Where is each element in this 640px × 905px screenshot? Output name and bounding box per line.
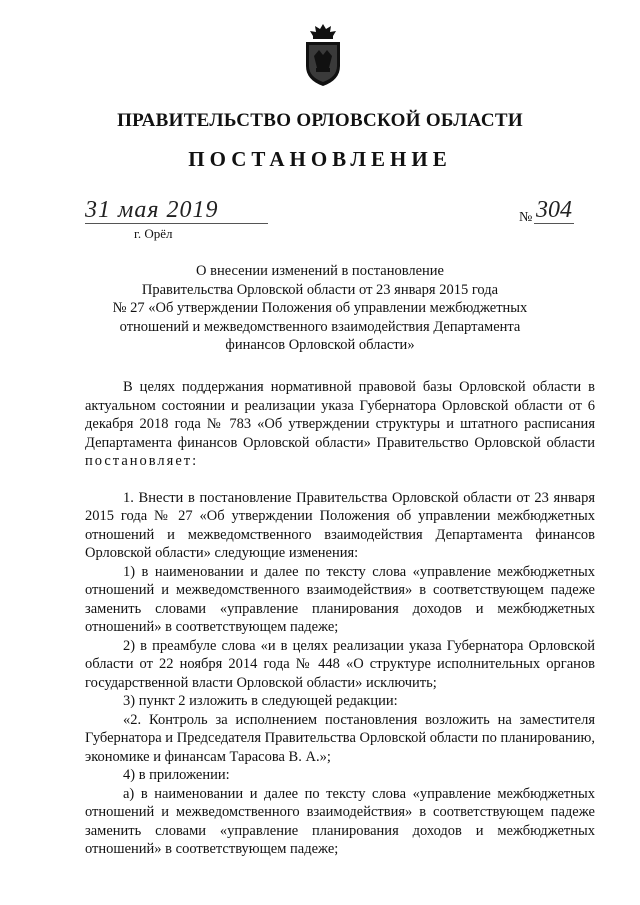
number-underline	[534, 223, 574, 224]
list-item: 1. Внести в постановление Правительства Орловской области от 23 января 2015 года № 27 «Об утверждении Положения об управлении межбюджетных отношений и межведомственного взаимодействия Департамента финансов Орловской области» следующие изменения:	[85, 489, 595, 561]
list-item: а) в наименовании и далее по тексту слова «управление межбюджетных отношений и межведомственного взаимодействия» в соответствующем падеже заменить словами «управление планирования доходов и межбюджетных отношений» в соответствующем падеже;	[85, 785, 595, 857]
handwritten-date: 31 мая 2019	[85, 197, 219, 223]
handwritten-number: 304	[536, 197, 572, 223]
date-underline	[85, 223, 268, 224]
list-item: 4) в приложении:	[123, 767, 230, 783]
preamble-paragraph	[85, 378, 595, 471]
organization-title: ПРАВИТЕЛЬСТВО ОРЛОВСКОЙ ОБЛАСТИ	[117, 110, 523, 131]
subject-line: отношений и межведомственного взаимодействия Департамента	[119, 318, 521, 335]
coat-of-arms-emblem	[302, 22, 344, 88]
list-item: 1) в наименовании и далее по тексту слова «управление межбюджетных отношений и межведомственного взаимодействия» в соответствующем падеже заменить словами «управление планирования доходов и межбюджетных отношений» в соответствующем падеже;	[85, 563, 595, 635]
number-label: №	[519, 210, 533, 225]
subject-line: финансов Орловской области»	[225, 337, 415, 353]
subject-line: № 27 «Об утверждении Положения об управлении межбюджетных	[112, 300, 528, 316]
subject-line: Правительства Орловской области от 23 января 2015 года	[141, 281, 499, 298]
list-item: «2. Контроль за исполнением постановления возложить на заместителя Губернатора и Председателя Правительства Орловской области по планированию, экономике и финансам Тарасова В. А.»;	[85, 711, 595, 765]
document-type-title: ПОСТАНОВЛЕНИЕ	[188, 147, 452, 171]
document-subject	[100, 262, 540, 355]
document-body	[85, 378, 595, 859]
list-item: 2) в преамбуле слова «и в целях реализации указа Губернатора Орловской области от 22 ноября 2014 года № 448 «О структуре исполнительных органов государственной власти Орловской области» исключить;	[85, 637, 595, 691]
preamble-text: В целях поддержания нормативной правовой базы Орловской области в актуальном состоянии и реализации указа Губернатора Орловской области от 6 декабря 2018 года № 783 «Об утверждении структуры и штатного расписания Департамента финансов Орловской области» Правительство Орловской области	[85, 379, 595, 451]
city-label: г. Орёл	[134, 226, 173, 241]
list-item: 3) пункт 2 изложить в следующей редакции:	[123, 693, 398, 709]
subject-line: О внесении изменений в постановление	[196, 263, 444, 279]
preamble-keyword: постановляет:	[85, 453, 199, 469]
